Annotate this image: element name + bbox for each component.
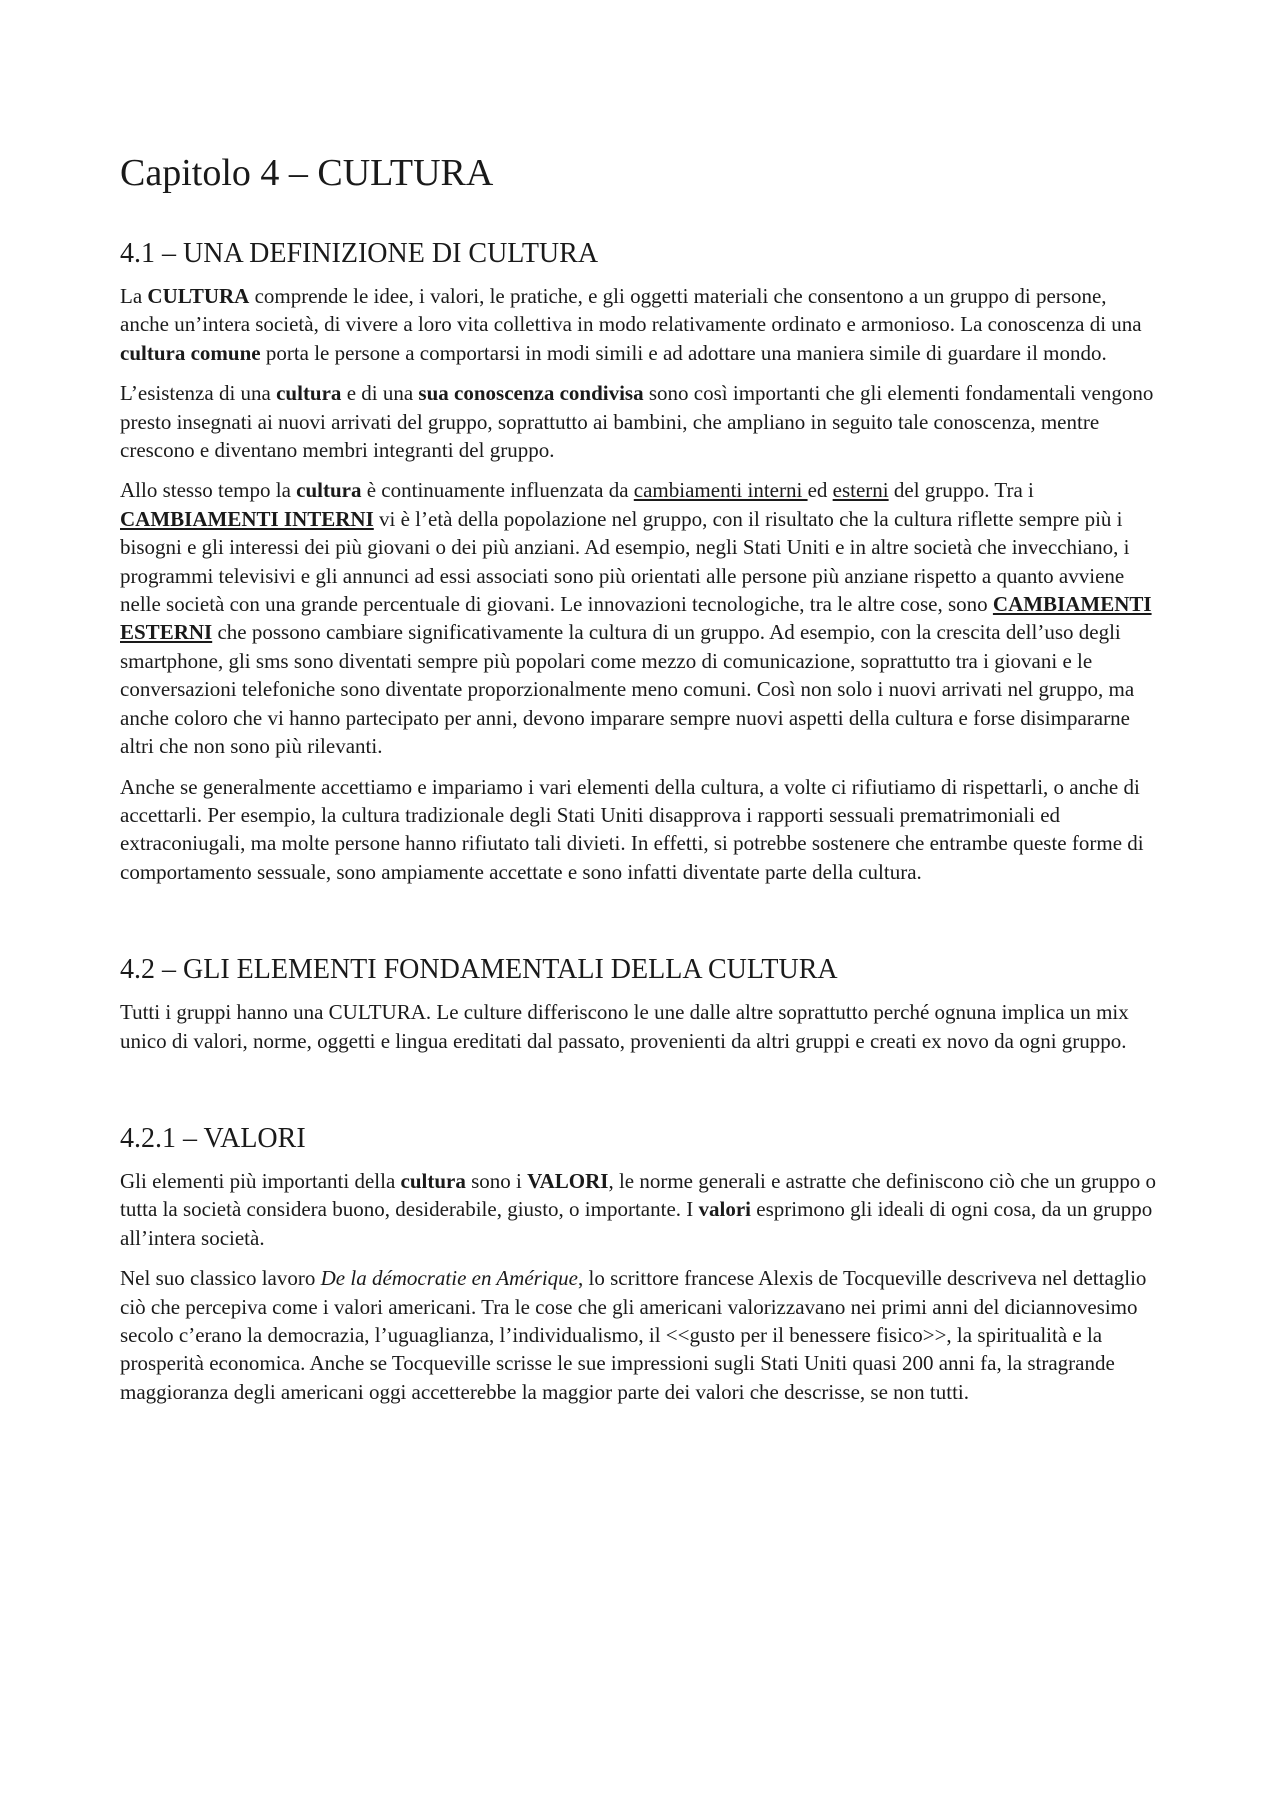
text-run: cultura	[400, 1168, 466, 1193]
section-heading: 4.1 – UNA DEFINIZIONE DI CULTURA	[120, 238, 599, 269]
text-run: CULTURA	[147, 284, 250, 308]
text-run: Nel suo classico lavoro	[120, 1266, 321, 1291]
paragraph	[120, 1264, 1160, 1406]
text-run: , lo scrittore francese Alexis de Tocqueville descriveva nel dettaglio ciò che percepiva come i valori americani. Tra le cose che gli americani valorizzavano nei primi anni del diciannovesimo secolo c’erano la democrazia, l’uguaglianza, l’individualismo, il <<gusto per il benessere fisico>>, la spiritualità e la prosperità economica. Anche se Tocqueville scrisse le sue impressioni sugli Stati Uniti quasi 200 anni fa, la stragrande maggioranza degli americani oggi accetterebbe la maggior parte dei valori che descrisse, se non tutti.	[120, 1266, 1147, 1404]
paragraph	[120, 1167, 1160, 1252]
text-run: cambiamenti interni	[633, 478, 808, 503]
paragraph	[120, 773, 1160, 887]
text-run: Anche se generalmente accettiamo e impariamo i vari elementi della cultura, a volte ci rifiutiamo di rispettarli, o anche di accettarli. Per esempio, la cultura tradizionale degli Stati Uniti disapprova i rapporti sessuali prematrimoniali ed extraconiugali, ma molte persone hanno rifiutato tali divieti. In effetti, si potrebbe sostenere che entrambe queste forme di comportamento sessuale, sono ampiamente accettate e sono infatti diventate parte della cultura.	[120, 774, 1144, 884]
text-run: esprimono gli ideali di ogni cosa, da un gruppo all’intera società.	[120, 1197, 1153, 1250]
document-body	[120, 236, 1160, 1406]
section-heading: 4.2.1 – VALORI	[120, 1122, 306, 1154]
paragraph	[120, 476, 1160, 760]
text-run: Allo stesso tempo la	[120, 478, 297, 503]
text-run: cultura	[276, 381, 342, 406]
text-run: sono i	[465, 1168, 528, 1193]
text-run: porta le persone a comportarsi in modi simili e ad adottare una maniera simile di guardare il mondo.	[260, 340, 1107, 365]
text-run: sua conoscenza condivisa	[418, 381, 644, 406]
text-run: che possono cambiare significativamente la cultura di un gruppo. Ad esempio, con la crescita dell’uso degli smartphone, gli sms sono diventati sempre più popolari come mezzo di comunicazione, soprattutto tra i giovani e le conversazioni telefoniche sono diventate proporzionalmente meno comuni. Così non solo i nuovi arrivati nel gruppo, ma anche coloro che vi hanno partecipato per anni, devono imparare sempre nuovi aspetti della cultura e forse disimpararne altri che non sono più rilevanti.	[120, 620, 1135, 759]
text-run: cultura	[296, 478, 362, 503]
text-run: sono così importanti che gli elementi fondamentali vengono presto insegnati ai nuovi arrivati del gruppo, soprattutto ai bambini, che ampliano in seguito tale conoscenza, mentre crescono e diventano membri integranti del gruppo.	[120, 381, 1154, 463]
text-run: VALORI	[527, 1168, 609, 1193]
text-run: CAMBIAMENTI INTERNI	[120, 506, 374, 531]
text-run: è continuamente influenzata da	[361, 478, 634, 503]
paragraph	[120, 998, 1160, 1055]
text-run: valori	[698, 1197, 752, 1222]
text-run: e di una	[341, 381, 419, 406]
text-run: Gli elementi più importanti della	[120, 1168, 401, 1193]
text-run: ed	[807, 478, 833, 503]
text-run: comprende le idee, i valori, le pratiche, e gli oggetti materiali che consentono a un gruppo di persone, anche un’intera società, di vivere a loro vita collettiva in modo relativamente ordinato e armonioso. La conoscenza di una	[120, 284, 1142, 337]
text-run: del gruppo. Tra i	[888, 478, 1034, 503]
text-run: L’esistenza di una	[120, 381, 277, 406]
text-run: esterni	[832, 478, 889, 503]
paragraph	[120, 282, 1160, 367]
text-run: Tutti i gruppi hanno una CULTURA. Le culture differiscono le une dalle altre soprattutto perché ognuna implica un mix unico di valori, norme, oggetti e lingua ereditati dal passato, provenienti da altri gruppi e creati ex novo da ogni gruppo.	[120, 1000, 1129, 1053]
text-run: , le norme generali e astratte che definiscono ciò che un gruppo o tutta la società considera buono, desiderabile, giusto, o importante. I	[120, 1168, 1156, 1222]
page-title: Capitolo 4 – CULTURA	[120, 152, 494, 194]
text-run: CAMBIAMENTI ESTERNI	[120, 592, 1152, 645]
section-heading: 4.2 – GLI ELEMENTI FONDAMENTALI DELLA CULTURA	[120, 954, 838, 986]
paragraph	[120, 379, 1160, 464]
text-run: De la démocratie en Amérique	[320, 1266, 578, 1291]
text-run: vi è l’età della popolazione nel gruppo, con il risultato che la cultura riflette sempre più i bisogni e gli interessi dei più giovani o dei più anziani. Ad esempio, negli Stati Uniti e in altre società che invecchiano, i programmi televisivi e gli annunci ad essi associati sono più orientati alle persone più anziane rispetto a quanto avviene nelle società con una grande percentuale di giovani. Le innovazioni tecnologiche, tra le altre cose, sono	[120, 506, 1130, 617]
text-run: cultura comune	[120, 340, 261, 365]
text-run: La	[120, 284, 148, 308]
